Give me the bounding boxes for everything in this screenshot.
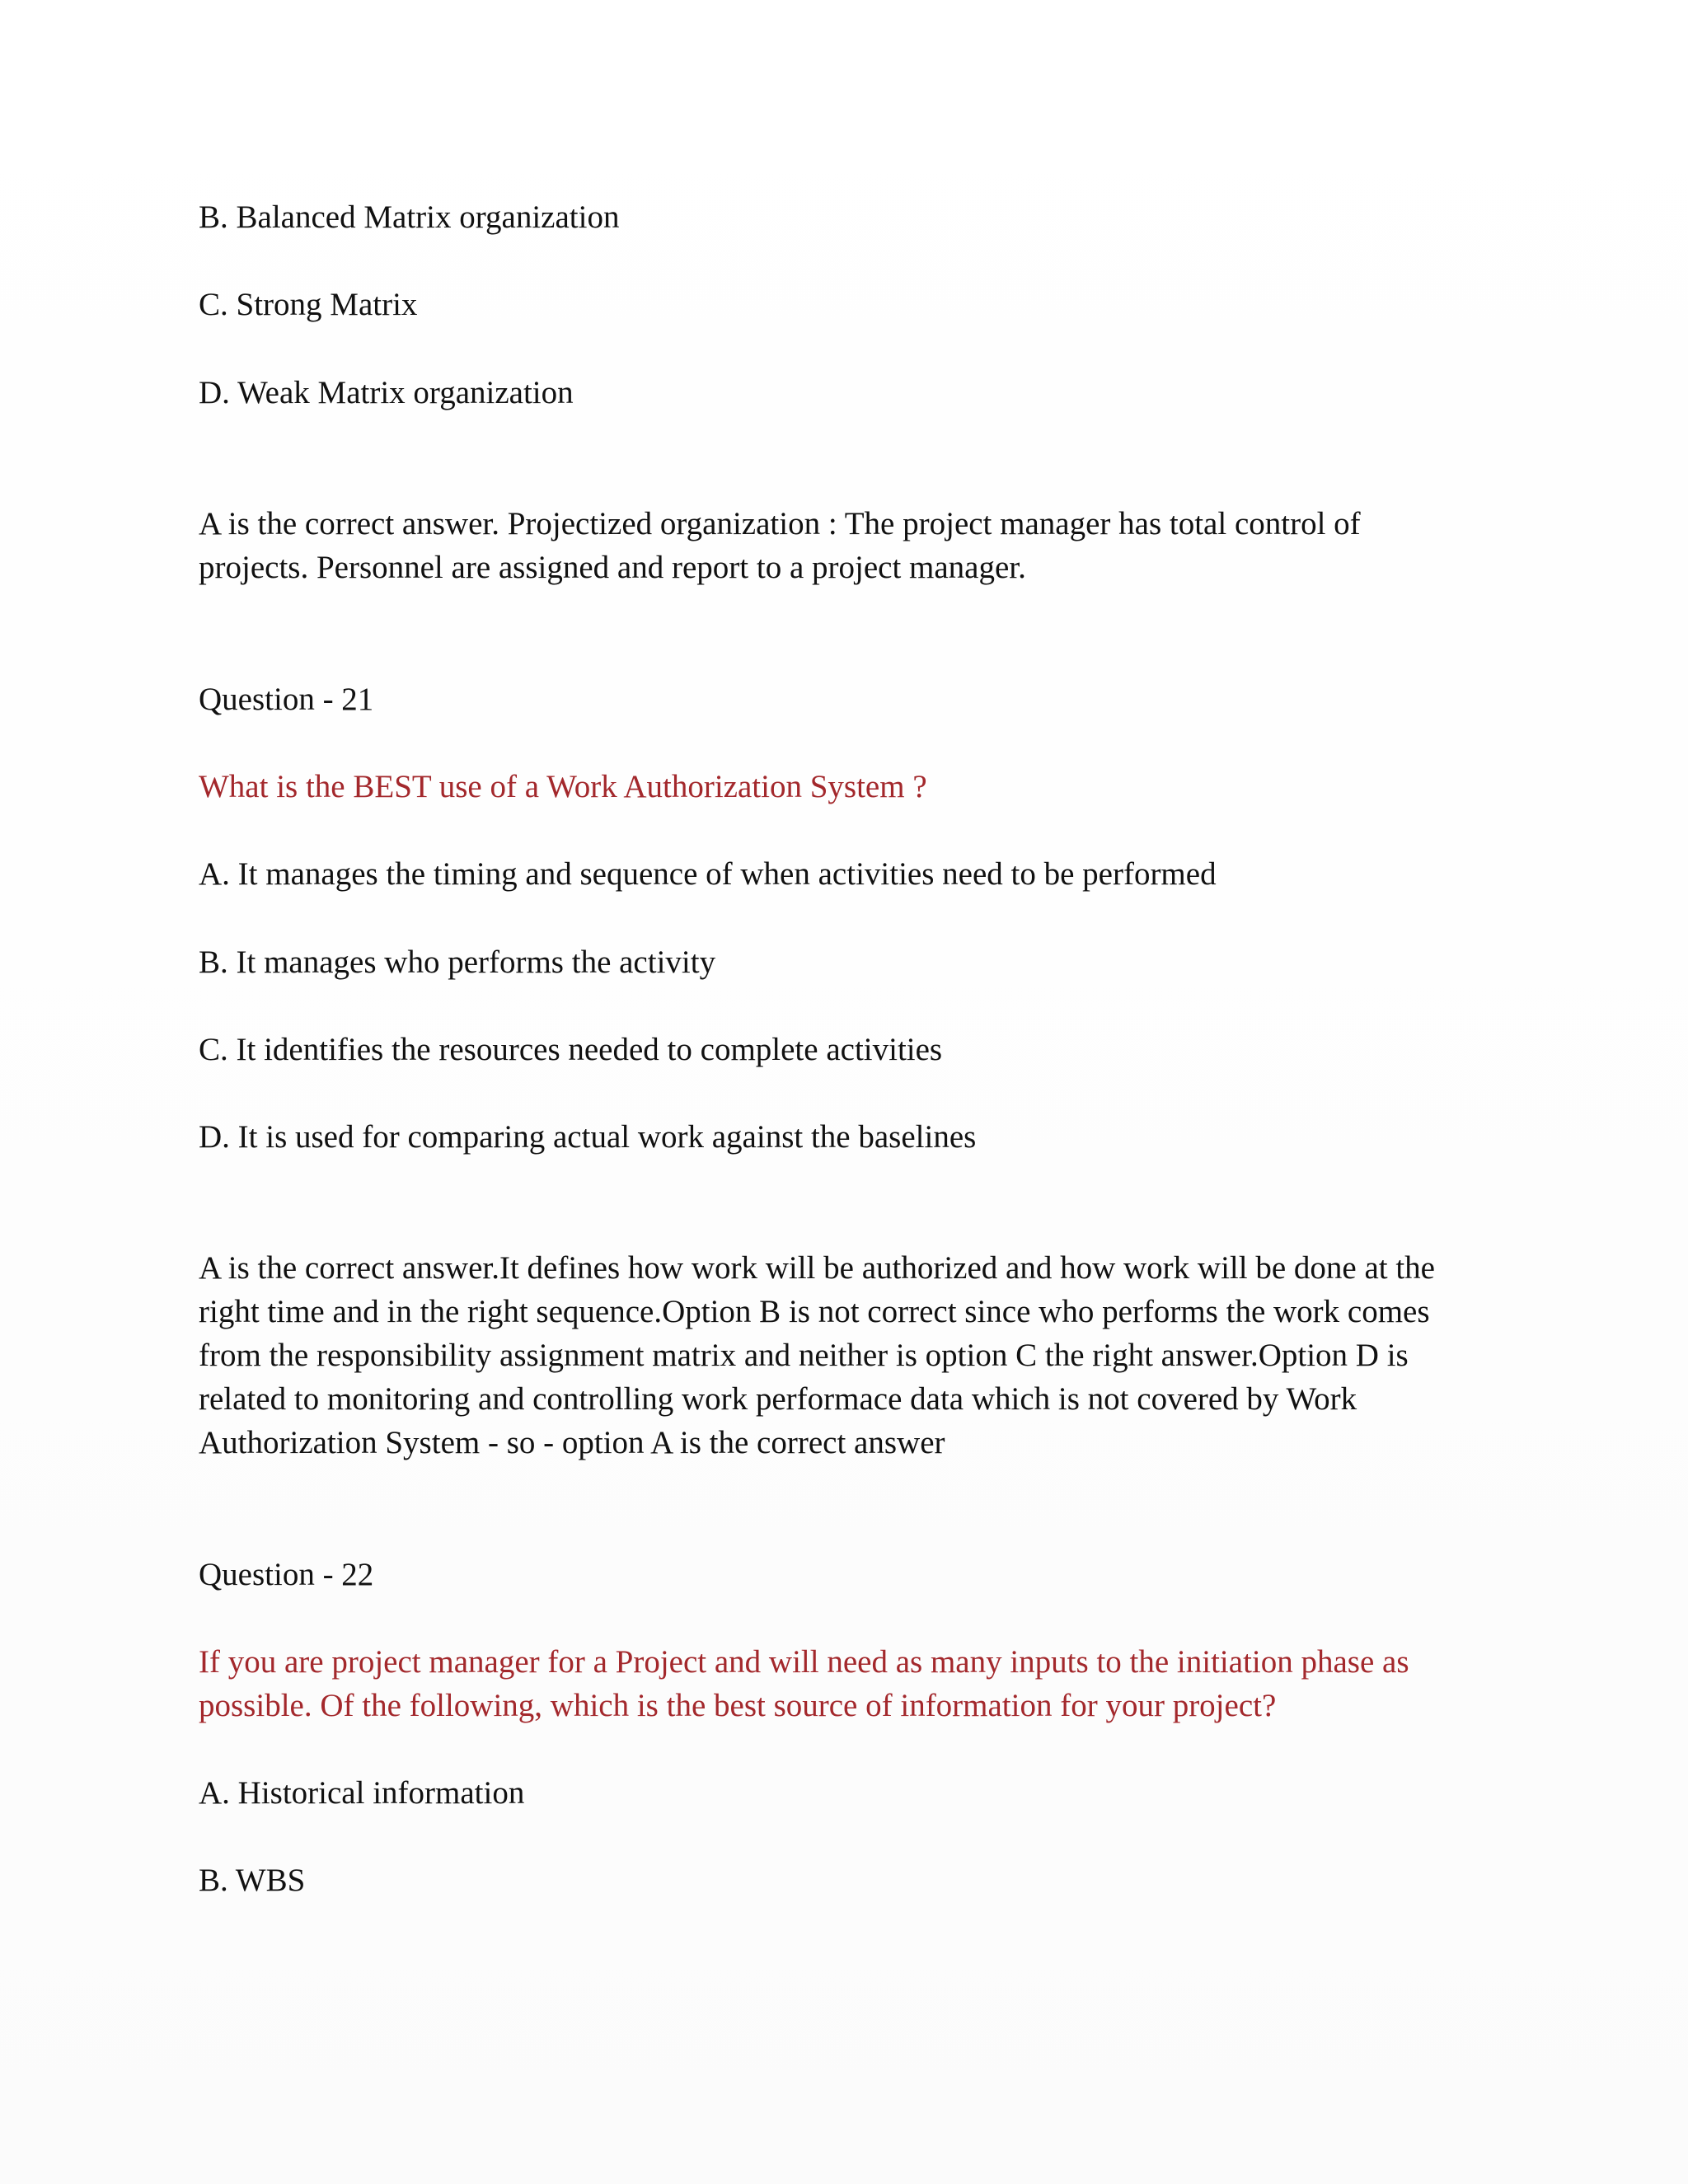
- question-21-answer-line-1: A is the correct answer.It defines how work will be authorized and how work will be done at the: [199, 1250, 1435, 1286]
- question-21-option-c: C. It identifies the resources needed to complete activities: [199, 1032, 943, 1067]
- prev-option-c: C. Strong Matrix: [199, 287, 418, 322]
- question-21-option-d: D. It is used for comparing actual work against the baselines: [199, 1119, 977, 1155]
- prev-answer-line-2: projects. Personnel are assigned and report to a project manager.: [199, 550, 1026, 585]
- question-21-header: Question - 21: [199, 682, 374, 717]
- question-21-option-a: A. It manages the timing and sequence of when activities need to be performed: [199, 856, 1217, 892]
- question-22-text-line-1: If you are project manager for a Project and will need as many inputs to the initiation phase as: [199, 1644, 1409, 1680]
- question-22-option-a: A. Historical information: [199, 1775, 525, 1811]
- question-21-answer-line-2: right time and in the right sequence.Option B is not correct since who performs the work comes: [199, 1294, 1430, 1329]
- prev-answer-line-1: A is the correct answer. Projectized organization : The project manager has total control of: [199, 506, 1361, 541]
- question-21-text: What is the BEST use of a Work Authorization System ?: [199, 769, 927, 804]
- question-21-answer-line-5: Authorization System - so - option A is the correct answer: [199, 1425, 945, 1460]
- question-22-text-line-2: possible. Of the following, which is the best source of information for your project?: [199, 1688, 1277, 1723]
- question-22-option-b: B. WBS: [199, 1863, 306, 1898]
- question-22-header: Question - 22: [199, 1557, 374, 1592]
- question-21-answer-line-3: from the responsibility assignment matrix and neither is option C the right answer.Option D is: [199, 1338, 1409, 1373]
- prev-option-b: B. Balanced Matrix organization: [199, 199, 620, 235]
- question-21-option-b: B. It manages who performs the activity: [199, 944, 716, 980]
- prev-option-d: D. Weak Matrix organization: [199, 375, 574, 410]
- question-21-answer-line-4: related to monitoring and controlling work performace data which is not covered by Work: [199, 1381, 1357, 1417]
